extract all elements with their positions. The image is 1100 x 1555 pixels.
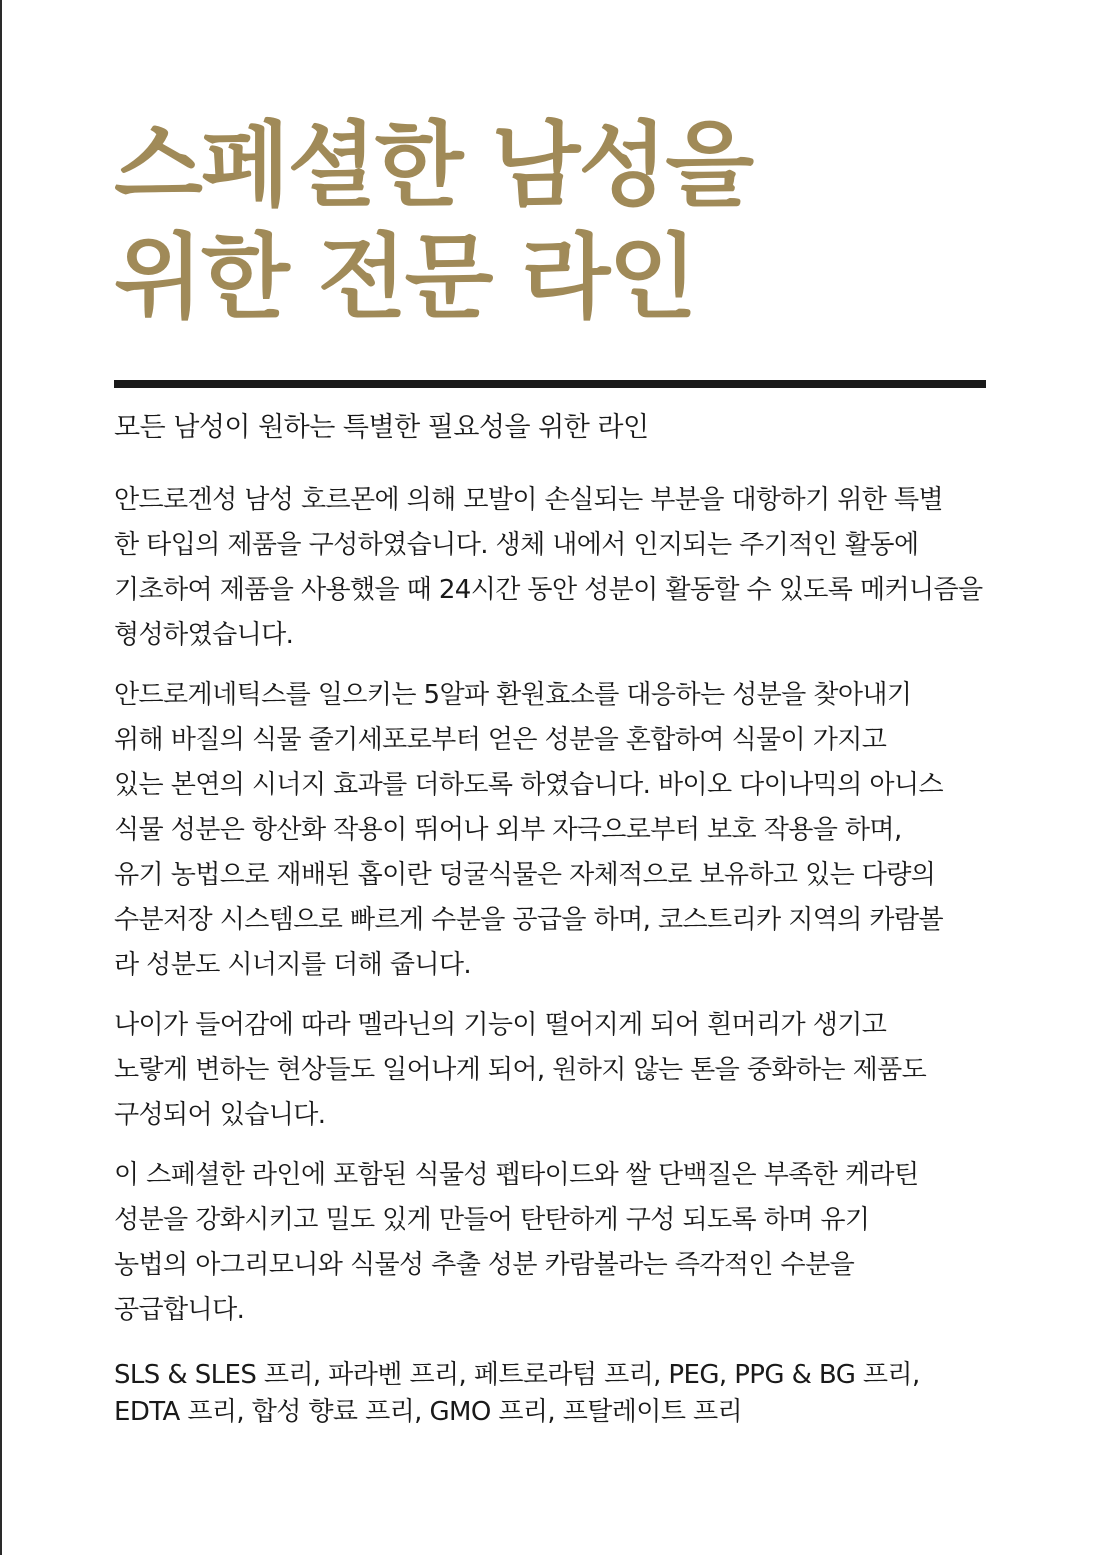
paragraph-line: 노랗게 변하는 현상들도 일어나게 되어, 원하지 않는 톤을 중화하는 제품도 <box>114 1055 927 1085</box>
headline-line-1: 스페셜한 남성을 <box>114 112 753 219</box>
paragraph-line: 한 타입의 제품을 구성하였습니다. 생체 내에서 인지되는 주기적인 활동에 <box>114 530 919 560</box>
paragraph-line: 라 성분도 시너지를 더해 줍니다. <box>114 950 472 980</box>
paragraph-line: 안드로게네틱스를 일으키는 5알파 환원효소를 대응하는 성분을 찾아내기 <box>114 680 912 710</box>
paragraph-line: 안드로겐성 남성 호르몬에 의해 모발이 손실되는 부분을 대항하기 위한 특별 <box>114 485 943 515</box>
paragraph-line: 공급합니다. <box>114 1295 245 1325</box>
page-headline <box>114 110 986 334</box>
paragraph-line: 이 스페셜한 라인에 포함된 식물성 펩타이드와 쌀 단백질은 부족한 케라틴 <box>114 1160 919 1190</box>
paragraph-grey-hair <box>114 1003 986 1138</box>
paragraph-line: 농법의 아그리모니와 식물성 추출 성분 카람볼라는 즉각적인 수분을 <box>114 1250 855 1280</box>
paragraph-hair-loss <box>114 478 986 658</box>
paragraph-line: 성분을 강화시키고 밀도 있게 만들어 탄탄하게 구성 되도록 하며 유기 <box>114 1205 870 1235</box>
paragraph-line: 위해 바질의 식물 줄기세포로부터 얻은 성분을 혼합하여 식물이 가지고 <box>114 725 887 755</box>
document-page <box>114 110 986 1431</box>
paragraph-line: 식물 성분은 항산화 작용이 뛰어나 외부 자극으로부터 보호 작용을 하며, <box>114 815 902 845</box>
headline-divider <box>114 380 986 388</box>
paragraph-line: 있는 본연의 시너지 효과를 더하도록 하였습니다. 바이오 다이나믹의 아니스 <box>114 770 943 800</box>
paragraph-line: 기초하여 제품을 사용했을 때 24시간 동안 성분이 활동할 수 있도록 메커니즘을 <box>114 575 983 605</box>
headline-line-2: 위한 전문 라인 <box>114 224 696 331</box>
paragraph-line: 구성되어 있습니다. <box>114 1100 326 1130</box>
page-subtitle: 모든 남성이 원하는 특별한 필요성을 위한 라인 <box>114 412 649 443</box>
paragraph-line: 유기 농법으로 재배된 홉이란 덩굴식물은 자체적으로 보유하고 있는 다량의 <box>114 860 936 890</box>
paragraph-line: 수분저장 시스템으로 빠르게 수분을 공급을 하며, 코스트리카 지역의 카람볼 <box>114 905 943 935</box>
paragraph-ingredients <box>114 673 986 988</box>
page-left-edge <box>0 0 2 1555</box>
free-from-line: EDTA 프리, 합성 향료 프리, GMO 프리, 프탈레이트 프리 <box>114 1397 743 1427</box>
free-from-line: SLS & SLES 프리, 파라벤 프리, 페트로라텀 프리, PEG, PPG & BG 프리, <box>114 1360 920 1390</box>
paragraph-line: 형성하였습니다. <box>114 620 294 650</box>
paragraph-line: 나이가 들어감에 따라 멜라닌의 기능이 떨어지게 되어 흰머리가 생기고 <box>114 1010 887 1040</box>
free-from-list <box>114 1357 986 1431</box>
paragraph-peptides <box>114 1153 986 1333</box>
